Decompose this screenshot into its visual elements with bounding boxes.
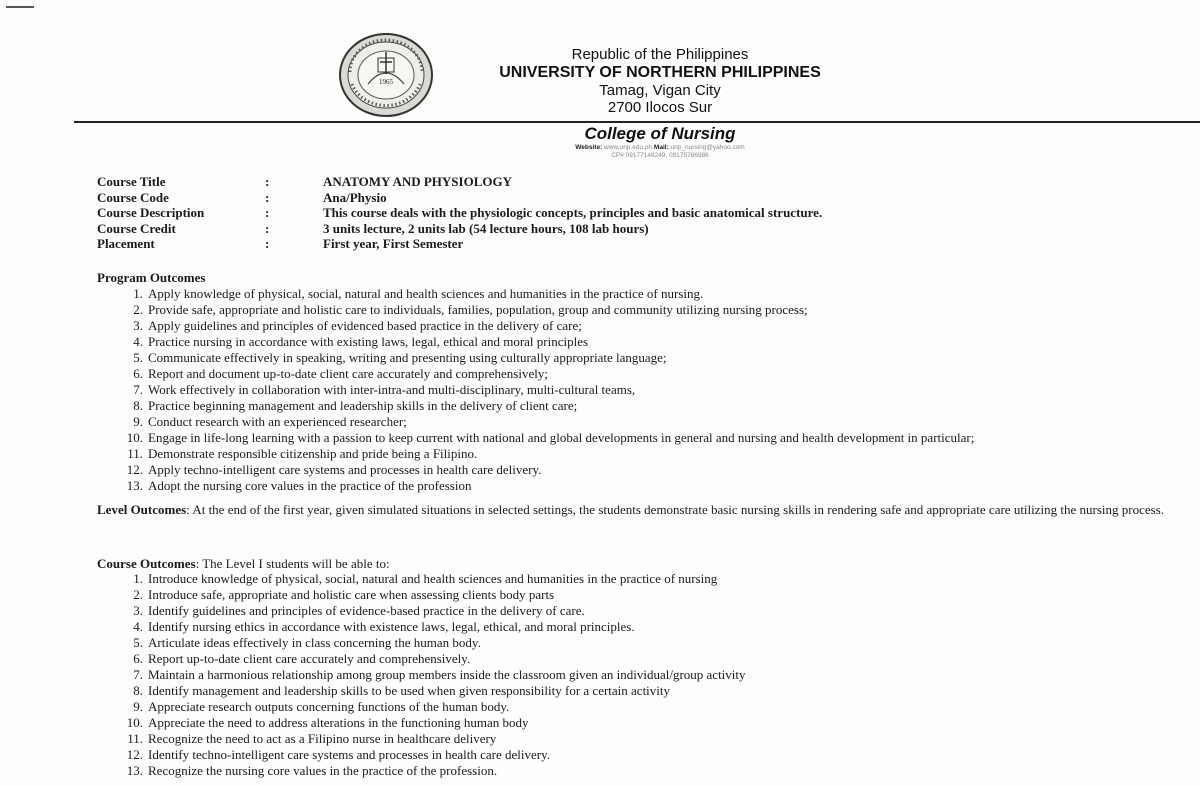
course-info-row: [97, 190, 1097, 206]
document-header: [470, 46, 850, 116]
outcome-number: 9.: [133, 414, 143, 429]
outcome-item: [97, 286, 1197, 302]
outcome-text: Apply guidelines and principles of evidenced based practice in the delivery of care;: [148, 318, 582, 333]
outcome-text: Introduce knowledge of physical, social, natural and health sciences and humanities in the practice of nursing: [148, 571, 718, 586]
outcome-text: Demonstrate responsible citizenship and pride being a Filipino.: [148, 446, 478, 461]
course-info-colon: :: [265, 205, 270, 221]
mail-link[interactable]: unp_nursing@yahoo.com: [670, 144, 745, 151]
program-outcomes-list: [97, 286, 1197, 494]
outcome-item: [97, 731, 1197, 747]
outcome-number: 1.: [133, 286, 143, 301]
outcome-number: 2.: [133, 302, 143, 317]
outcome-number: 7.: [133, 382, 143, 397]
outcome-item: [97, 366, 1197, 382]
outcome-text: Recognize the nursing core values in the practice of the profession.: [148, 763, 498, 778]
level-outcomes-label: Level Outcomes: [97, 502, 187, 517]
outcome-item: [97, 683, 1197, 699]
course-info-row: [97, 221, 1097, 237]
outcome-text: Identify techno-intelligent care systems and processes in health care delivery.: [148, 747, 551, 762]
outcome-text: Introduce safe, appropriate and holistic care when assessing clients body parts: [148, 587, 555, 602]
outcome-text: Appreciate research outputs concerning functions of the human body.: [148, 699, 510, 714]
outcome-text: Communicate effectively in speaking, writing and presenting using culturally appropriate language;: [148, 350, 667, 365]
course-info-label: Course Credit: [97, 220, 176, 236]
course-info-value: Ana/Physio: [323, 189, 387, 205]
course-info-table: [97, 174, 1097, 252]
course-outcomes-intro: : The Level I students will be able to:: [195, 556, 390, 571]
location-line: Tamag, Vigan City: [599, 82, 721, 99]
outcome-text: Adopt the nursing core values in the practice of the profession: [148, 478, 472, 493]
outcome-text: Identify nursing ethics in accordance with existence laws, legal, ethical, and moral principles.: [148, 619, 635, 634]
outcome-item: [97, 398, 1197, 414]
university-seal-icon: [338, 32, 434, 118]
outcome-item: [97, 462, 1197, 478]
course-info-row: [97, 174, 1097, 190]
cp-numbers: CP# 09177148249, 09175786986: [611, 152, 709, 159]
outcome-item: [97, 382, 1197, 398]
outcome-number: 12.: [126, 462, 143, 477]
course-info-label: Course Title: [97, 174, 166, 189]
course-info-colon: :: [265, 220, 270, 236]
course-info-label: Course Code: [97, 189, 169, 205]
outcome-item: [97, 446, 1197, 462]
program-outcomes-title: Program Outcomes: [97, 270, 206, 285]
outcome-text: Engage in life-long learning with a passion to keep current with national and global developments in general and nursing and health development in particular;: [148, 430, 975, 445]
course-outcomes-list: [97, 571, 1197, 779]
level-outcomes: [97, 501, 1197, 518]
outcome-item: [97, 635, 1197, 651]
outcome-item: [97, 619, 1197, 635]
course-info-value: 3 units lecture, 2 units lab (54 lecture hours, 108 lab hours): [323, 220, 649, 236]
outcome-number: 7.: [133, 667, 143, 682]
outcome-item: [97, 414, 1197, 430]
outcome-number: 11.: [127, 731, 143, 746]
outcome-text: Recognize the need to act as a Filipino nurse in healthcare delivery: [148, 731, 497, 746]
outcome-item: [97, 478, 1197, 494]
course-outcomes-label: Course Outcomes: [97, 556, 196, 571]
course-info-label: Course Description: [97, 205, 205, 221]
college-name: College of Nursing: [584, 124, 736, 143]
outcome-number: 3.: [133, 603, 143, 618]
outcome-text: Work effectively in collaboration with inter-intra-and multi-disciplinary, multi-cultural teams,: [148, 382, 636, 397]
outcome-number: 6.: [133, 366, 143, 381]
course-info-value: This course deals with the physiologic concepts, principles and basic anatomical structure.: [323, 205, 823, 221]
outcome-item: [97, 651, 1197, 667]
outcome-text: Report and document up-to-date client care accurately and comprehensively;: [148, 366, 548, 381]
outcome-item: [97, 318, 1197, 334]
scan-mark: [6, 6, 34, 8]
outcome-item: [97, 747, 1197, 763]
course-info-colon: :: [265, 174, 270, 189]
course-info-value: ANATOMY AND PHYSIOLOGY: [323, 174, 512, 189]
outcome-text: Identify management and leadership skills to be used when given responsibility for a certain activity: [148, 683, 671, 698]
outcome-number: 5.: [133, 350, 143, 365]
university-name: UNIVERSITY OF NORTHERN PHILIPPINES: [499, 64, 821, 81]
outcome-number: 3.: [133, 318, 143, 333]
outcome-text: Conduct research with an experienced researcher;: [148, 414, 407, 429]
level-outcomes-text: : At the end of the first year, given simulated situations in selected settings, the students demonstrate basic nursing skills in rendering safe and appropriate care utilizing the nursing process.: [186, 502, 1165, 517]
outcome-item: [97, 587, 1197, 603]
outcome-text: Apply techno-intelligent care systems and processes in health care delivery.: [148, 462, 542, 477]
outcome-number: 10.: [126, 715, 143, 730]
college-contact: [480, 144, 840, 160]
outcome-text: Practice beginning management and leadership skills in the delivery of client care;: [148, 398, 578, 413]
course-outcomes-heading: [97, 556, 390, 572]
outcome-number: 5.: [133, 635, 143, 650]
outcome-text: Report up-to-date client care accurately and comprehensively.: [148, 651, 471, 666]
outcome-text: Maintain a harmonious relationship among group members inside the classroom given an individual/group activity: [148, 667, 746, 682]
outcome-item: [97, 334, 1197, 350]
course-info-colon: :: [265, 189, 270, 205]
outcome-number: 9.: [133, 699, 143, 714]
outcome-item: [97, 571, 1197, 587]
outcome-item: [97, 763, 1197, 779]
outcome-number: 13.: [126, 478, 143, 493]
course-info-value: First year, First Semester: [323, 236, 464, 252]
outcome-item: [97, 667, 1197, 683]
outcome-item: [97, 715, 1197, 731]
republic-line: Republic of the Philippines: [571, 46, 749, 63]
svg-text:1965: 1965: [379, 78, 393, 86]
province-line: 2700 Ilocos Sur: [607, 99, 713, 116]
outcome-number: 8.: [133, 398, 143, 413]
course-info-row: [97, 205, 1097, 221]
mail-label: Mail:: [653, 144, 669, 151]
outcome-text: Identify guidelines and principles of evidence-based practice in the delivery of care.: [148, 603, 585, 618]
outcome-text: Articulate ideas effectively in class concerning the human body.: [148, 635, 481, 650]
course-info-colon: :: [265, 236, 270, 252]
website-label: Website:: [575, 144, 603, 151]
header-divider: [74, 121, 1200, 123]
outcome-text: Apply knowledge of physical, social, natural and health sciences and humanities in the practice of nursing.: [148, 286, 704, 301]
course-info-label: Placement: [97, 236, 155, 252]
outcome-number: 1.: [133, 571, 143, 586]
outcome-number: 8.: [133, 683, 143, 698]
outcome-number: 6.: [133, 651, 143, 666]
website-link[interactable]: www.unp.edu.ph: [604, 144, 653, 151]
outcome-text: Appreciate the need to address alterations in the functioning human body: [148, 715, 529, 730]
outcome-number: 13.: [126, 763, 143, 778]
course-info-row: [97, 236, 1097, 252]
outcome-text: Practice nursing in accordance with existing laws, legal, ethical and moral principles: [148, 334, 589, 349]
outcome-item: [97, 430, 1197, 446]
outcome-number: 2.: [133, 587, 143, 602]
outcome-number: 12.: [126, 747, 143, 762]
outcome-number: 10.: [126, 430, 143, 445]
outcome-item: [97, 699, 1197, 715]
outcome-number: 4.: [133, 619, 143, 634]
outcome-number: 11.: [127, 446, 143, 461]
outcome-item: [97, 603, 1197, 619]
outcome-item: [97, 302, 1197, 318]
outcome-text: Provide safe, appropriate and holistic care to individuals, families, population, group and community utilizing nursing process;: [148, 302, 808, 317]
outcome-number: 4.: [133, 334, 143, 349]
outcome-item: [97, 350, 1197, 366]
